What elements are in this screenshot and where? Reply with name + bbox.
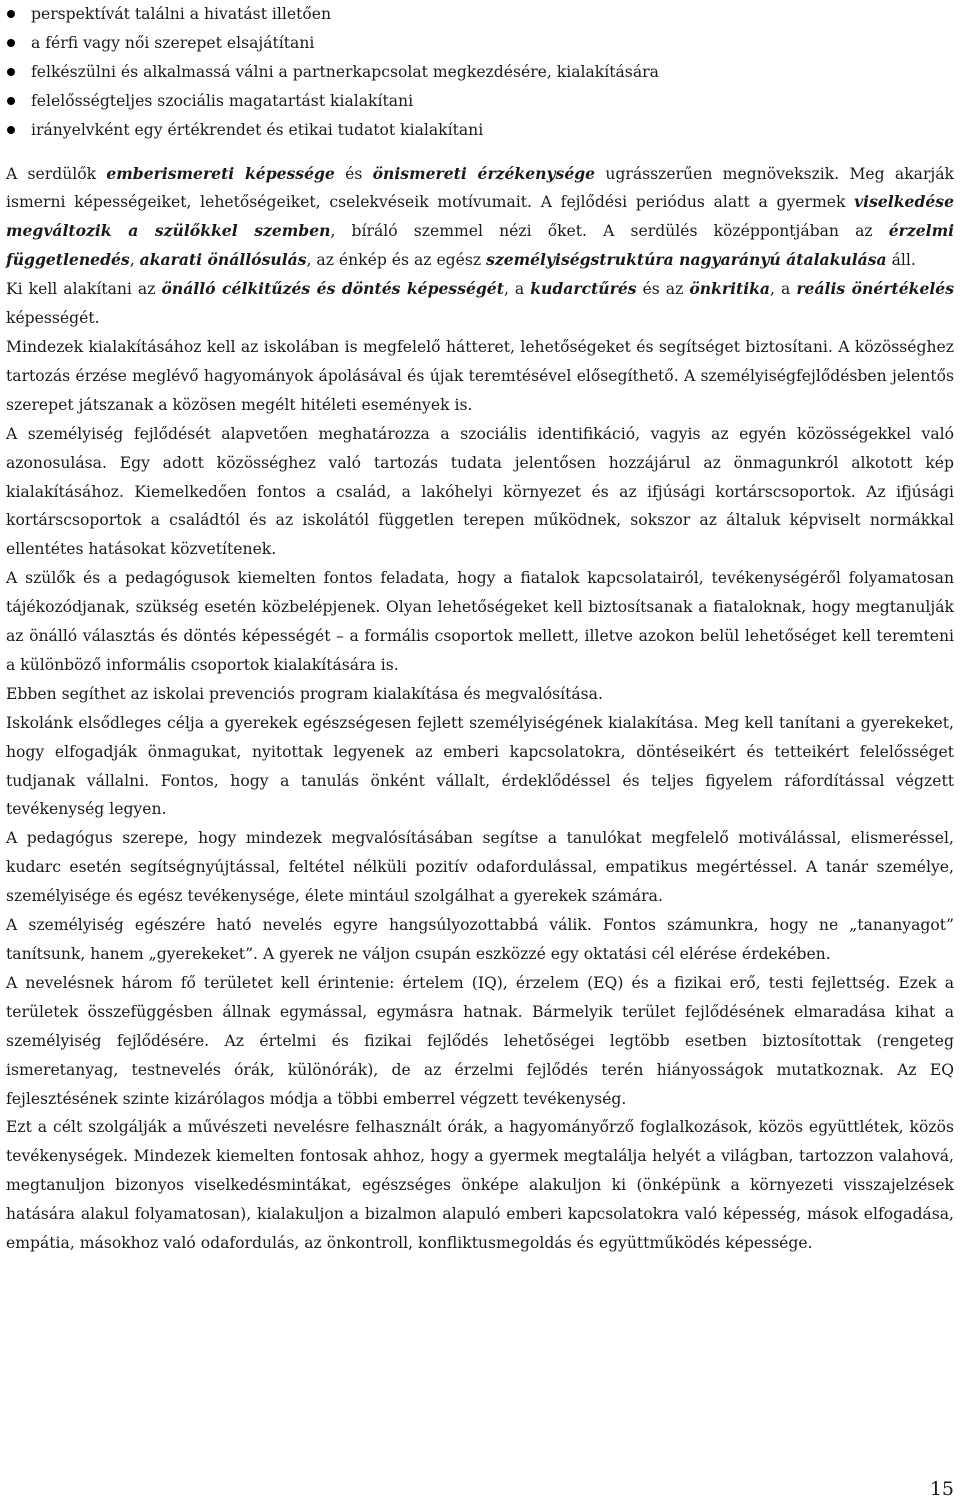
- emphasis: viselkedése megváltozik a szülőkkel szemben: [6, 192, 954, 241]
- emphasis: akarati önállósulás: [139, 250, 307, 270]
- list-item: perspektívát találni a hivatást illetően: [6, 0, 954, 29]
- emphasis: emberismereti képessége: [106, 163, 335, 183]
- page-number: 15: [929, 1478, 954, 1500]
- paragraph-abilities: [6, 275, 954, 333]
- emphasis: önálló célkitűzés és döntés képességét: [161, 279, 504, 299]
- list-item: felelősségteljes szociális magatartást kialakítani: [6, 87, 954, 116]
- emphasis: reális önértékelés: [796, 279, 955, 299]
- paragraph-school-support: Mindezek kialakításához kell az iskolában is megfelelő hátteret, lehetőségeket és segítséget biztosítani. A közösséghez tartozás érzése meglévő hagyományok ápolásával és újak teremtésével elősegíthető. A személyiségfejlődésben jelentős szerepet játszanak a közösen megélt hitéleti események is.: [6, 337, 954, 414]
- text-run: képességét.: [6, 309, 100, 328]
- emphasis: önkritika: [689, 279, 771, 299]
- document-page: [6, 0, 954, 1258]
- text-run: és: [334, 164, 373, 183]
- text-run: és az: [636, 280, 690, 299]
- paragraph-social-identification: A személyiség fejlődését alapvetően meghatározza a szociális identifikáció, vagyis az egyén közösségekkel való azonosulása. Egy adott közösséghez való tartozás tudata jelentősen hozzájárul az önmagunkról alkotott kép kialakításához. Kiemelkedően fontos a család, a lakóhelyi környezet és az ifjúsági kortárscsoportok. Az ifjúsági kortárscsoportok a családtól és az iskolától független terepen működnek, sokszor az általuk képviselt normákkal ellentétes hatásokat közvetítenek.: [6, 424, 954, 559]
- paragraph-parents-teachers: A szülők és a pedagógusok kiemelten fontos feladata, hogy a fiatalok kapcsolatairól, tevékenységéről folyamatosan tájékozódjanak, szükség esetén közbelépjenek. Olyan lehetőségeket kell biztosítsanak a fiataloknak, hogy megtanulják az önálló választás és döntés képességét – a formális csoportok mellett, illetve azokon belül lehetőséget kell teremteni a különböző informális csoportok kialakítására is.: [6, 569, 954, 674]
- paragraph-adolescent-development: [6, 160, 954, 276]
- paragraph-teacher-role: A pedagógus szerepe, hogy mindezek megvalósításában segítse a tanulókat megfelelő motiválással, elismeréssel, kudarc esetén segítségnyújtással, feltétel nélküli pozitív odafordulással, empatikus megértéssel. A tanár személye, személyisége és egész tevékenysége, élete mintául szolgálhat a gyerekek számára.: [6, 829, 954, 906]
- text-run: , a: [770, 280, 797, 299]
- emphasis: érzelmi függetlenedés: [6, 221, 954, 270]
- paragraph-prevention-program: Ebben segíthet az iskolai prevenciós program kialakítása és megvalósítása.: [6, 684, 603, 703]
- spacer: [6, 145, 954, 160]
- emphasis: személyiségstruktúra nagyarányú átalakulása: [486, 250, 887, 270]
- paragraph-school-goal: Iskolánk elsődleges célja a gyerekek egészségesen fejlett személyiségének kialakítása. Meg kell tanítani a gyerekeket, hogy elfogadják önmagukat, nyitottak legyenek az emberi kapcsolatokra, döntéseikért és tetteikért felelősséget tudjanak vállalni. Fontos, hogy a tanulás önként vállalt, érdeklődéssel és teljes figyelem ráfordítással végzett tevékenység legyen.: [6, 713, 954, 819]
- text-run: A serdülők: [6, 164, 107, 183]
- emphasis: önismereti érzékenysége: [372, 163, 596, 183]
- text-run: Ki kell alakítani az: [6, 280, 162, 299]
- text-run: , bíráló szemmel nézi őket. A serdülés középpontjában az: [330, 222, 889, 241]
- text-run: áll.: [886, 251, 916, 270]
- text-run: ,: [129, 251, 140, 270]
- paragraph-arts-education: Ezt a célt szolgálják a művészeti nevelésre felhasznált órák, a hagyományőrző foglalkozások, közös együttlétek, közös tevékenységek. Mindezek kiemelten fontosak ahhoz, hogy a gyermek megtalálja helyét a világban, tartozzon valahová, megtanuljon bizonyos viselkedésmintákat, egészséges önképe alakuljon ki (önképünk a környezeti visszajelzések hatására alakul folyamatosan), kialakuljon a bizalmon alapuló emberi kapcsolatokra való képesség, mások elfogadása, empátia, másokhoz való odafordulás, az önkontroll, konfliktusmegoldás és együttműködés képessége.: [6, 1118, 954, 1253]
- emphasis: kudarctűrés: [530, 279, 637, 299]
- goal-bullet-list: [6, 0, 954, 145]
- list-item: felkészülni és alkalmassá válni a partnerkapcsolat megkezdésére, kialakítására: [6, 58, 954, 87]
- list-item: irányelvként egy értékrendet és etikai tudatot kialakítani: [6, 116, 954, 145]
- paragraph-whole-person: A személyiség egészére ható nevelés egyre hangsúlyozottabbá válik. Fontos számunkra, hogy ne „tananyagot” tanítsunk, hanem „gyerekeket”. A gyerek ne váljon csupán eszközzé egy oktatási cél elérése érdekében.: [6, 916, 954, 963]
- text-run: ugrásszerűen megnövekszik. Meg akarják ismerni képességeiket, lehetőségeiket, cselekvéseik motívumait. A fejlődési periódus alatt a gyermek: [6, 164, 954, 212]
- paragraph-three-areas: A nevelésnek három fő területet kell érintenie: értelem (IQ), érzelem (EQ) és a fizikai erő, testi fejlettség. Ezek a területek összefüggésben állnak egymással, egymásra hatnak. Bármelyik terület fejlődésének elmaradása kihat a személyiség fejlődésére. Az értelmi és fizikai fejlődés lehetőségei legtöbb esetben biztosítottak (rengeteg ismeretanyag, testnevelés órák, különórák), de az érzelmi fejlődés terén hiányosságok mutatkoznak. Az EQ fejlesztésének szinte kizárólagos módja a többi emberrel végzett tevékenység.: [6, 973, 954, 1108]
- text-run: , az énkép és az egész: [306, 251, 487, 270]
- text-run: , a: [503, 280, 531, 299]
- list-item: a férfi vagy női szerepet elsajátítani: [6, 29, 954, 58]
